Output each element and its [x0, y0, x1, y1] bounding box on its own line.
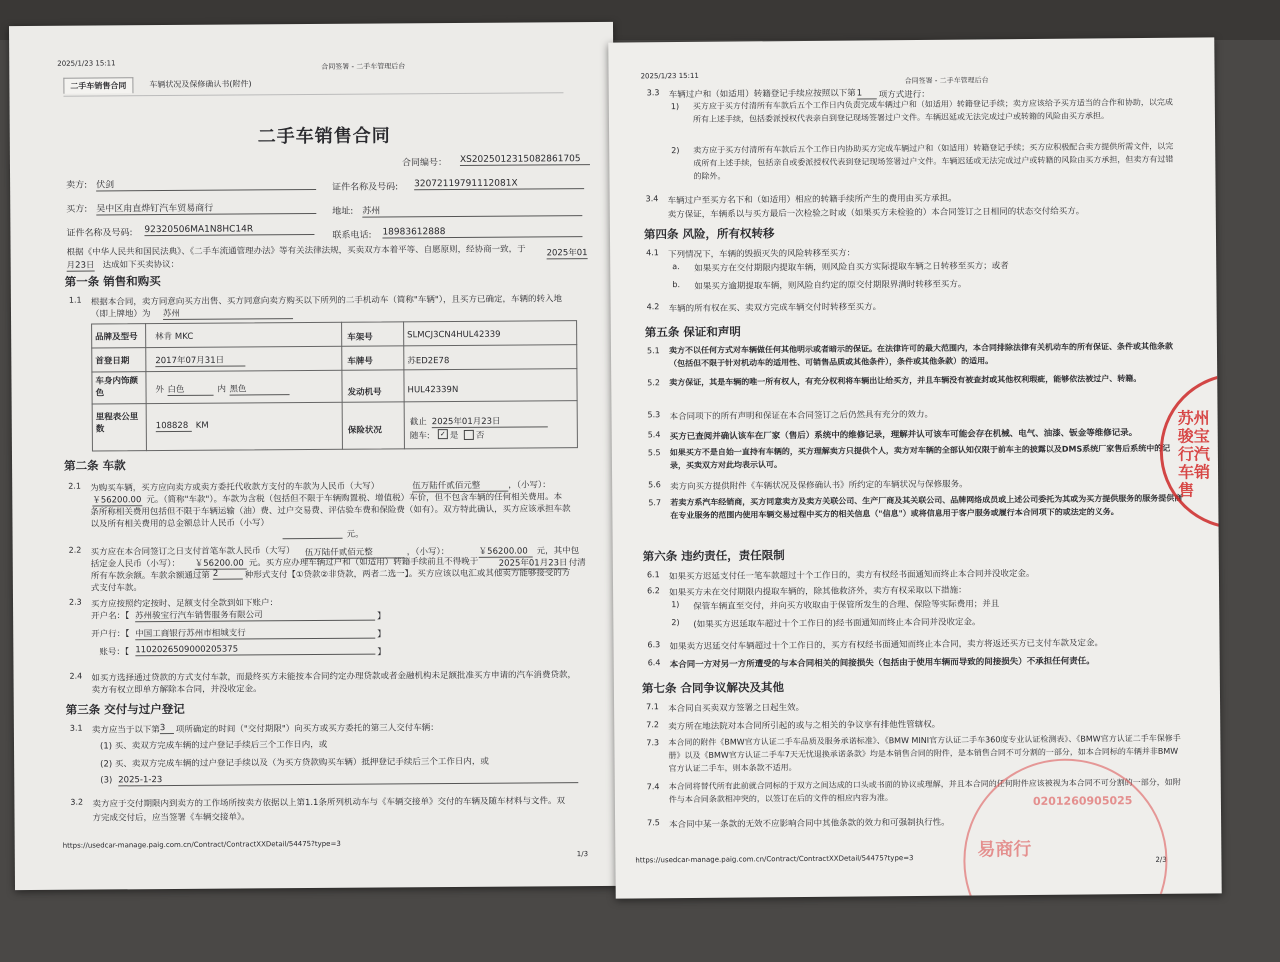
section-1-heading: 第一条 销售和购买 — [64, 274, 161, 289]
bracket-close: 】 — [377, 647, 386, 658]
account-name: 苏州骏宝行汽车销售服务有限公司 — [135, 608, 375, 623]
clause-number: 2) — [671, 618, 680, 628]
clause-2-1a: 为购买车辆，买方应向卖方或卖方委托代收款方支付的车款为人民币（大写） — [90, 481, 380, 494]
deposit-amount: ￥56200.00 — [195, 556, 247, 569]
section-3-heading: 第三条 交付与过户登记 — [65, 701, 185, 717]
intro-date-2: 月23日 — [66, 260, 95, 271]
clause-3-1b: 项所确定的时间（"交付期限"）向买方或买方委托的第三人交付车辆： — [175, 723, 439, 735]
checkbox-no[interactable] — [464, 430, 474, 440]
clause-3-3b: 项方式进行： — [878, 89, 930, 101]
contract-no-label: 合同编号： — [401, 158, 448, 169]
clause-number: 7.3 — [646, 738, 660, 748]
with-car-label: 随车: — [409, 431, 430, 442]
color-in-value: 黑色 — [229, 382, 289, 395]
account-no: 1102026509000205375 — [135, 644, 375, 657]
clause-3-3-1: 买方应于买方付清所有车款后五个工作日内负责完成车辆过户和（如适用）转籍登记手续；卖方应该给予买方适当的合作和协助，以完成所有上述手续，包括委派授权代表亲自到登记现场签署过户文件。车辆迟延或无法完成过户或转籍的风险由买方承担。 — [692, 97, 1173, 124]
engine-label: 发动机号 — [347, 387, 382, 398]
buyer-cert-label: 证件名称及号码: — [66, 228, 133, 239]
clause-number: 1) — [670, 102, 680, 112]
clause-4-1-b: 如果买方逾期提取车辆，则风险自约定的原交付期限界满时转移至买方。 — [694, 279, 967, 292]
clause-number: 6.4 — [647, 658, 661, 668]
clause-3-1a: 卖方应当于以下第 — [91, 725, 160, 736]
clause-5-5: 如果买方不是自始一直持有车辆的，买方理解卖方只提供个人，卖方对车辆的全部认知仅限于前车主的披露以及DMS系统厂家售后系统中的记录，买卖双方对此均表示认可。 — [669, 443, 1171, 471]
intro-date: 2025年01 — [546, 248, 588, 259]
clause-number: 5.4 — [647, 430, 661, 440]
clause-number: 2) — [671, 146, 680, 156]
clause-7-2: 卖方所在地法院对本合同所引起的或与之相关的争议享有排他性管辖权。 — [668, 719, 941, 733]
clause-2-3: 买方应按照约定按时、足额支付全款到如下账户： — [90, 598, 279, 610]
bank-label: 开户行：【 — [91, 629, 130, 640]
clause-number: 6.3 — [647, 640, 661, 650]
clause-6-2-1: 保管车辆直至交付，并向买方收取由于保管所发生的合理、保险等实际费用；并且 — [693, 599, 1000, 612]
bracket-close: 】 — [377, 629, 386, 640]
regdate-label: 首登日期 — [95, 356, 130, 367]
contract-page-1 — [9, 22, 619, 890]
clause-2-2f: 所有车款余额。车款余额通过第 — [90, 570, 210, 582]
buyer-phone: 18983612888 — [382, 226, 582, 238]
section-2-heading: 第二条 车款 — [64, 458, 126, 473]
clause-4-1: 下列情况下，车辆的毁损灭失的风险转移至买方： — [668, 248, 856, 261]
contract-page-2 — [608, 37, 1221, 898]
clause-5-7: 若卖方系汽车经销商，买方同意卖方及卖方关联公司、生产厂商及其关联公司、品牌网络成员或上述公司委托为其或为买方提供服务的服务提供商在专业服务的范围内使用车辆交易过程中买方的相关信息（"信息"）或将信息用于客户服务或履行本合同项下的或法定的义务。 — [670, 493, 1183, 521]
delivery-option-2: (2) 买、卖双方完成车辆的过户登记手续以及（为买方贷款购买车辆）抵押登记手续后三个工作日内，或 — [100, 756, 489, 770]
section-4-heading: 第四条 风险，所有权转移 — [643, 226, 775, 242]
clause-number: 5.6 — [648, 480, 661, 490]
delivery-option-3-label: (3) — [100, 775, 113, 786]
dealer-seal-text: 易商行 — [977, 838, 1032, 861]
clause-number: 6.2 — [647, 586, 660, 596]
clause-number: 4.1 — [646, 248, 659, 258]
brand-value: 林肯 MKC — [155, 331, 194, 343]
clause-number: 2.4 — [69, 671, 83, 681]
seller-label: 卖方: — [66, 180, 88, 191]
color-out-label: 外 — [155, 385, 165, 396]
color-out-value: 白色 — [167, 383, 213, 396]
clause-number: 7.1 — [646, 702, 659, 712]
plate-value: 苏ED2E78 — [407, 356, 450, 367]
clause-number: 7.2 — [646, 720, 660, 730]
clause-5-4: 买方已查阅并确认该车在厂家（售后）系统中的维修记录，理解并认可该车可能会存在机械、电气、油漆、钣金等维修记录。 — [669, 428, 1138, 443]
clause-7-5: 本合同中某一条款的无效不应影响合同中其他条款的效力和可强制执行性。 — [669, 817, 950, 831]
print-site-title: 合同签署 - 二手车管理后台 — [321, 62, 406, 71]
registration-city: 苏州 — [163, 306, 293, 320]
delivery-date: 2025-1-23 — [118, 772, 578, 786]
section-5-heading: 第五条 保证和声明 — [644, 324, 741, 340]
contract-title: 二手车销售合同 — [257, 125, 391, 148]
clause-2-2g: 种形式支付【①贷款②非贷款，两者二选一】。买方应该以电汇或其他卖方能够接受的方 — [244, 568, 571, 581]
clause-number: b. — [672, 280, 681, 290]
first-pay-small: ￥56200.00 — [479, 544, 533, 557]
clause-number: 7.4 — [646, 782, 660, 792]
clause-number: 5.7 — [648, 498, 662, 508]
buyer-addr-label: 地址: — [332, 206, 354, 217]
print-site-title: 合同签署 - 二手车管理后台 — [904, 76, 989, 86]
tab-sales-contract[interactable]: 二手车销售合同 — [63, 77, 133, 93]
page-number: 1/3 — [576, 850, 589, 859]
mileage-label: 里程表公里数 — [95, 412, 139, 435]
dealer-seal-number: 0201260905025 — [1032, 794, 1133, 808]
clause-number: 5.1 — [646, 346, 660, 356]
checkbox-yes[interactable]: ✓ — [438, 429, 448, 439]
tab-divider — [63, 92, 563, 96]
clause-number: 3.2 — [70, 797, 84, 807]
delivery-option-1: (1) 买、卖双方完成车辆的过户登记手续后三个工作日内，或 — [99, 739, 328, 752]
balance-due-date: 2025年01月23日 — [498, 558, 568, 569]
clause-6-4: 本合同一方对另一方所遭受的与本合同相关的间接损失（包括由于使用车辆而导致的间接损失）不承担任何责任。 — [669, 656, 1095, 671]
clause-6-2-2: (如果买方迟延取车超过十个工作日的)经书面通知而终止本合同并没收定金。 — [693, 617, 981, 630]
tab-vehicle-condition[interactable]: 车辆状况及保修确认书(附件) — [149, 79, 252, 90]
buyer-label: 买方: — [66, 204, 88, 215]
contract-no: XS2025012315082861705 — [460, 154, 590, 166]
color-label: 车身内饰颜色 — [95, 376, 139, 399]
print-url: https://usedcar-manage.paig.com.cn/Contract/ContractXXDetail/54475?type=3 — [635, 854, 914, 865]
frame-label: 车架号 — [347, 332, 373, 343]
clause-2-2b: 元，其中包 — [536, 546, 580, 557]
mileage-unit: KM — [195, 420, 209, 431]
frame-value: SLMCJ3CN4HUL42339 — [407, 329, 501, 341]
buyer-addr: 苏州 — [362, 202, 582, 218]
price-small: ￥56200.00 — [92, 493, 142, 506]
color-in-label: 内 — [217, 384, 227, 395]
intro-text: 根据《中华人民共和国民法典》、《二手车流通管理办法》等有关法律法规，买卖双方本着平等、自愿原则，经协商一致，于 — [66, 244, 526, 258]
intro-text-2: 达成如下买卖协议： — [102, 259, 180, 271]
clause-3-4b: 卖方保证，车辆系以与买方最后一次检验之时或（如果买方未检验的）本合同签订之日相同的状态交付给买方。 — [667, 206, 1085, 221]
clause-number: 4.2 — [646, 302, 660, 312]
print-timestamp: 2025/1/23 15:11 — [57, 59, 116, 68]
account-no-label: 账号：【 — [99, 647, 130, 658]
clause-4-1-a: 如果买方在交付期限内提取车辆，则风险自买方实际提取车辆之日转移至买方；或者 — [694, 261, 1009, 274]
company-seal-text: 苏州骏宝行汽车销售 — [1177, 408, 1211, 500]
clause-1-1: 根据本合同，卖方同意向买方出售、买方同意向卖方购买以下所列的二手机动车（简称"车辆"），且买方已确定，车辆的转入地 — [90, 294, 563, 308]
price-upper: 伍万陆仟贰佰元整 — [412, 479, 508, 493]
clause-2-1e: 以及所有相关费用的总金额总计人民币（小写） — [90, 518, 270, 530]
plate-label: 车牌号 — [347, 356, 373, 367]
first-pay-upper: 伍万陆仟贰佰元整 — [305, 545, 405, 559]
clause-2-1f: 元。 — [346, 529, 364, 540]
account-name-label: 开户名：【 — [91, 611, 130, 622]
clause-number: 3.3 — [646, 88, 660, 98]
clause-number: 3.4 — [645, 194, 659, 204]
price-small-label: ，（小写）： — [508, 480, 551, 491]
insurance-until: 2025年01月23日 — [432, 414, 548, 428]
clause-3-2b: 方完成交付后，应当签署《车辆交接单》。 — [92, 812, 250, 824]
clause-1-1b: （即上牌地）为 — [90, 309, 151, 320]
brand-label: 品牌及型号 — [95, 332, 138, 343]
clause-2-1c: 元。（简称"车款"）。车款为含税（包括但不限于车辆购置税、增值税）车价，但不包含车辆的任何相关费用。本 — [146, 492, 563, 506]
clause-6-1: 如果买方迟延支付任一笔车款超过十个工作日的，卖方有权经书面通知而终止本合同并没收定金。 — [668, 568, 1035, 583]
clause-7-4: 本合同将替代所有此前就合同标的于双方之间达成的口头或书面的协议或理解，并且本合同的任何附件应该被视为本合同不可分割的一部分，如附件与本合同条款相冲突的，以签订在后的文件的相应内容为准。 — [668, 777, 1181, 805]
checkbox-yes-label: 是 — [449, 430, 459, 442]
clause-7-1: 本合同自买卖双方签署之日起生效。 — [668, 702, 805, 715]
buyer-name: 吴中区甪直烨钉汽车贸易商行 — [96, 200, 316, 216]
print-url: https://usedcar-manage.paig.com.cn/Contract/ContractXXDetail/54475?type=3 — [62, 839, 341, 850]
clause-2-4b: 卖方有权立即单方解除本合同，并没收定金。 — [91, 684, 262, 696]
page-number: 2/3 — [1155, 855, 1167, 864]
bank-name: 中国工商银行苏州市相城支行 — [135, 626, 375, 641]
clause-number: 2.2 — [68, 545, 82, 555]
clause-5-3: 本合同项下的所有声明和保证在本合同签订之后仍然具有充分的效力。 — [669, 409, 934, 423]
clause-2-2a: 买方应在本合同签订之日支付首笔车款人民币（大写） — [90, 546, 295, 558]
print-timestamp: 2025/1/23 15:11 — [640, 71, 699, 81]
seller-name: 伏剑 — [96, 176, 316, 192]
clause-number: 2.1 — [68, 481, 81, 491]
clause-2-4a: 如买方选择通过贷款的方式支付车款，而最终买方未能按本合同约定办理贷款或者金融机构未足额批准买方申请的汽车消费贷款， — [91, 670, 577, 684]
insurance-label: 保险状况 — [347, 425, 382, 436]
engine-value: HUL42339N — [407, 384, 459, 396]
clause-7-3: 本合同的附件《BMW官方认证二手车品质及服务承诺标准》、《BMW MINI官方认证二手车360度专业认证检测表》、《BMW官方认证二手车保修手册》以及《BMW官方认证二手车7天无忧退换承诺条款》均是本销售合同的附件，是本销售合同不可分割的一部分，如本合同标的车辆并非BMW官方认证二手车，则本条款不适用。 — [668, 733, 1181, 774]
clause-2-2d: 元。买方应办理车辆过户和（如适用）转籍手续前且不得晚于 — [248, 556, 479, 569]
clause-number: 5.2 — [647, 378, 661, 388]
clause-number: 5.5 — [647, 448, 661, 458]
clause-5-1: 卖方不以任何方式对车辆做任何其他明示或者暗示的保证。在法律许可的最大范围内，本合同排除法律有关机动车的所有保证、条件或其他条款（包括但不限于针对机动车的适用性、可销售品质或其他条件），条件或其他条款）的适用。 — [668, 341, 1173, 369]
section-7-heading: 第七条 合同争议解决及其他 — [641, 680, 784, 696]
payment-form-number: 2 — [213, 568, 243, 579]
transfer-option: 1 — [857, 88, 877, 99]
clause-number: 3.1 — [69, 723, 83, 733]
clause-2-2c: 括定金人民币（小写）： — [90, 558, 181, 570]
clause-2-2e: 付清 — [568, 558, 586, 569]
clause-number: 1) — [671, 600, 680, 610]
checkbox-no-label: 否 — [475, 430, 485, 441]
clause-3-2a: 卖方应于交付期限内到卖方的工作场所按卖方依据以上第1.1条所列机动车与《车辆交接单》交付的车辆及随车材料与文件。双 — [92, 796, 565, 810]
clause-number: 7.5 — [647, 818, 660, 828]
clause-number: a. — [672, 262, 680, 272]
clause-6-2: 如果买方未在交付期限内提取车辆的，除其他救济外，卖方有权采取以下措施： — [669, 585, 967, 599]
clause-4-2: 车辆的所有权在买、卖双方完成车辆交付时转移至买方。 — [668, 302, 882, 315]
seller-id: 32072119791112081X — [414, 178, 584, 190]
clause-number: 5.3 — [647, 410, 661, 420]
clause-2-2h: 式支付车款。 — [90, 583, 142, 594]
clause-5-6: 卖方向买方提供附件《车辆状况及保修确认书》所约定的车辆状况与保修服务。 — [670, 479, 968, 493]
regdate-value: 2017年07月31日 — [155, 353, 245, 367]
clause-3-4a: 车辆过户至买方名下和（如适用）相应的转籍手续所产生的费用由买方承担。 — [667, 193, 957, 207]
total-amount-blank — [283, 528, 343, 539]
clause-3-3a: 车辆过户和（如适用）转籍登记手续应按照以下第 — [668, 88, 856, 101]
first-pay-small-label: ，（小写）： — [406, 547, 450, 558]
buyer-cert: 92320506MA1N8HC14R — [144, 224, 314, 236]
section-6-heading: 第六条 违约责任，责任限制 — [642, 548, 785, 564]
delivery-option: 3 — [160, 723, 174, 734]
clause-5-2: 卖方保证，其是车辆的唯一所有权人，有充分权利将车辆出让给买方，并且车辆没有被查封或其他权利瑕疵，能够依法被过户、转籍。 — [669, 374, 1142, 388]
clause-number: 2.3 — [68, 597, 82, 607]
seller-id-label: 证件名称及号码: — [332, 182, 399, 193]
insurance-until-label: 截止 — [409, 417, 427, 428]
clause-6-3: 如果卖方迟延交付车辆超过十个工作日的，买方有权经书面通知而终止本合同，卖方将返还买方已支付车款及定金。 — [669, 638, 1104, 653]
mileage-value: 108828 — [156, 421, 192, 432]
buyer-phone-label: 联系电话: — [332, 230, 372, 241]
clause-number: 6.1 — [646, 570, 660, 580]
clause-number: 1.1 — [68, 295, 82, 305]
clause-2-1d: 条所称相关费用包括但不限于车辆运输（油）费、过户交易费、评估验车费和保险费（如有）。双方特此确认，买方应该承担车款 — [90, 504, 571, 518]
bracket-close: 】 — [377, 611, 386, 622]
clause-3-3-2: 卖方应于买方付清所有车款后五个工作日内协助买方完成车辆过户和（如适用）转籍登记手续；买方应积极配合卖方提供所需文件，以完成所有上述手续，包括亲自或委派授权代表到登记现场签署过户文件。车辆迟延或无法完成过户或转籍的风险由买方承担，但卖方有过错的除外。 — [693, 141, 1174, 181]
